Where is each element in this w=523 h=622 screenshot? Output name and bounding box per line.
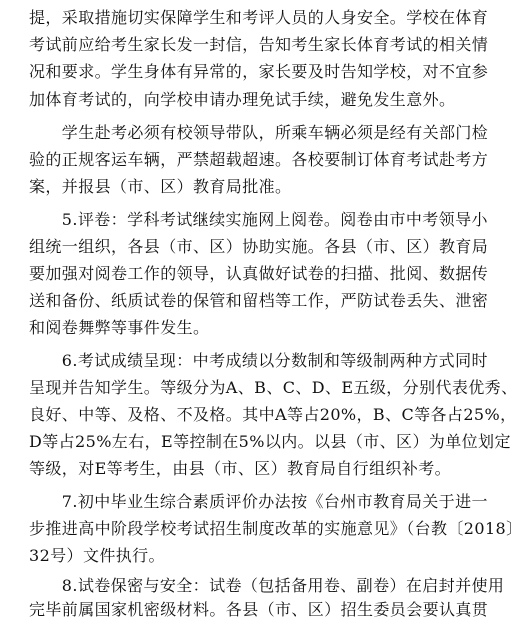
text-line: 等级，对E等考生，由县（市、区）教育局自行组织补考。: [29, 459, 452, 478]
text-line: 组统一组织，各县（市、区）协助实施。各县（市、区）教育局: [29, 237, 489, 256]
text-line: 6.考试成绩呈现：中考成绩以分数制和等级制两种方式同时: [29, 351, 488, 370]
text-line: 要加强对阅卷工作的领导，认真做好试卷的扫描、批阅、数据传: [29, 264, 489, 283]
text-line: 加体育考试的，向学校申请办理免试手续，避免发生意外。: [29, 90, 456, 109]
text-line: 5.评卷：学科考试继续实施网上阅卷。阅卷由市中考领导小: [29, 210, 488, 229]
text-line: 完毕前属国家机密级材料。各县（市、区）招生委员会要认真贯: [29, 600, 489, 619]
text-line: 送和备份、纸质试卷的保管和留档等工作，严防试卷丢失、泄密: [29, 291, 489, 310]
text-line: 案，并报县（市、区）教育局批准。: [29, 177, 292, 196]
text-line: 考试前应给考生家长发一封信，告知考生家长体育考试的相关情: [29, 35, 489, 54]
text-line: 验的正规客运车辆，严禁超载超速。各校要制订体育考试赴考方: [29, 150, 489, 169]
text-line: 7.初中毕业生综合素质评价办法按《台州市教育局关于进一: [29, 492, 488, 511]
text-line: 况和要求。学生身体有异常的，家长要及时告知学校，对不宜参: [29, 62, 489, 81]
text-line: 和阅卷舞弊等事件发生。: [29, 318, 210, 337]
text-line: 8.试卷保密与安全：试卷（包括备用卷、副卷）在启封并使用: [29, 576, 505, 595]
text-line: D等占25%左右，E等控制在5%以内。以县（市、区）为单位划定: [29, 432, 511, 451]
text-line: 学生赴考必须有校领导带队，所乘车辆必须是经有关部门检: [29, 123, 489, 142]
text-line: 步推进高中阶段学校考试招生制度改革的实施意见》（台教〔2018〕: [29, 519, 523, 538]
text-line: 32号）文件执行。: [29, 546, 165, 565]
text-line: 呈现并告知学生。等级分为A、B、C、D、E五级，分别代表优秀、: [29, 378, 518, 397]
text-line: 提，采取措施切实保障学生和考评人员的人身安全。学校在体育: [29, 8, 489, 27]
text-line: 良好、中等、及格、不及格。其中A等占20%，B、C等各占25%，: [29, 405, 517, 424]
